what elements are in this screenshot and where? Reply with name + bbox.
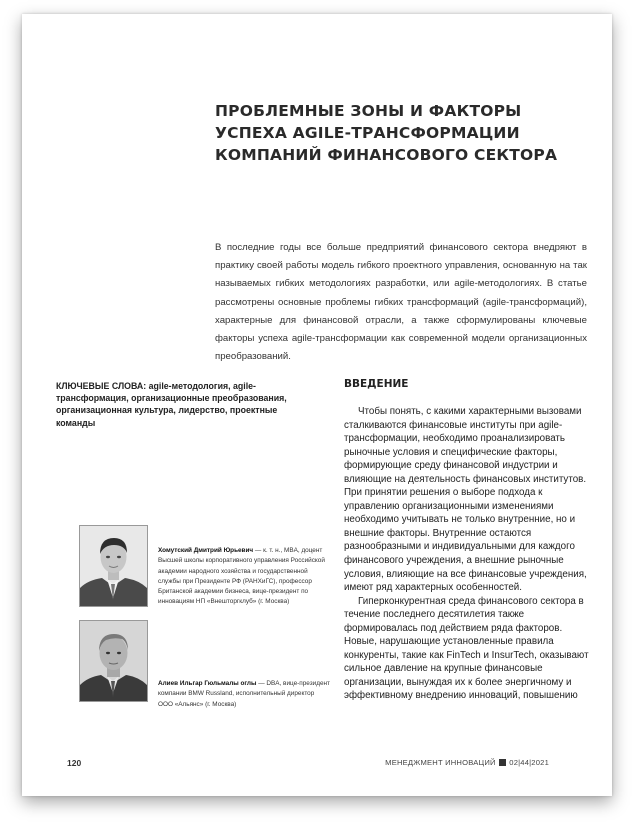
- author-info: — к. т. н., MBA, доцент Высшей школы корпоративного управления Российской академии народного хозяйства и государственной службы при Президенте РФ (РАНХиГС), профессор Британской академии бизнеса, вице-президент по инновациям НП «Внешторгклуб» (г. Москва): [158, 547, 325, 606]
- author-info: — DBA, вице-президент компании BMW Russland, исполнительный директор ООО «Альянс» (г. Москва): [158, 680, 330, 708]
- journal-footer: [385, 758, 549, 767]
- author-photo: [79, 620, 148, 702]
- journal-issue: 02|44|2021: [509, 758, 549, 767]
- article-abstract: В последние годы все больше предприятий финансового сектора внедряют в практику своей работы модель гибкого проектного управления, основанную на так называемых гибких методологиях разработки, или agile-методологиях. В статье рассмотрены основные проблемы гибких трансформаций (agile-трансформаций), характерные для финансовой отрасли, а также сформулированы ключевые факторы успеха agile-трансформации как современной модели организационных преобразований.: [215, 242, 587, 363]
- author-bio: [158, 679, 330, 710]
- author-name: Алиев Ильгар Гюльмалы оглы: [158, 680, 257, 687]
- author-bio: [158, 546, 330, 608]
- article-title: ПРОБЛЕМНЫЕ ЗОНЫ И ФАКТОРЫ УСПЕХА AGILE-ТРАНСФОРМАЦИИ КОМПАНИЙ ФИНАНСОВОГО СЕКТОРА: [215, 102, 558, 164]
- square-icon: [499, 759, 506, 766]
- journal-name: МЕНЕДЖМЕНТ ИННОВАЦИЙ: [385, 758, 496, 767]
- intro-heading: ВВЕДЕНИЕ: [344, 378, 409, 390]
- author-name: Хомутский Дмитрий Юрьевич: [158, 547, 254, 554]
- journal-page: [22, 14, 612, 796]
- page-number: 120: [67, 758, 82, 768]
- intro-body: [344, 405, 592, 703]
- intro-paragraph: Чтобы понять, с какими характерными вызовами сталкиваются финансовые институты при agile-трансформации, необходимо проанализировать рыночные условия и специфические факторы, формирующие среду финансовой индустрии и влияющие на деятельность финансовых институтов. При принятии решения о выборе подхода к управлению организационными изменениями необходимо учитывать не только внутренние, но и внешние факторы. Внутренние остаются разнообразными и индивидуальными для каждого финансового учреждения, а внешние рыночные условия, влияющие на все финансовые учреждения, имеют ряд характерных особенностей.: [344, 406, 587, 594]
- intro-paragraph: Гиперконкурентная среда финансового сектора в течение последнего десятилетия также формировалась под действием ряда факторов. Новые, нарушающие установленные правила конкуренты, такие как FinTech и InsurTech, оказывают сильное давление на крупные финансовые организации, вынуждая их к более энергичному и эффективному внедрению инноваций, повышению: [344, 595, 589, 702]
- author-photo: [79, 525, 148, 607]
- keywords: КЛЮЧЕВЫЕ СЛОВА: agile-методология, agile-трансформация, организационные преобразования, организационная культура, лидерство, проектные команды: [56, 381, 287, 428]
